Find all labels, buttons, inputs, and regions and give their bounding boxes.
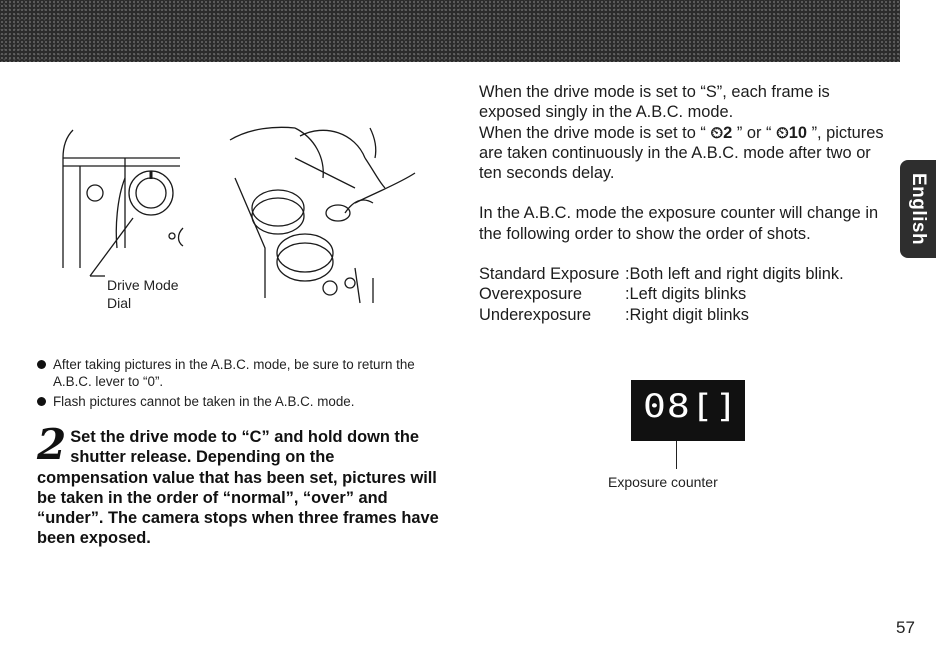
order-row bbox=[479, 264, 889, 284]
note-item bbox=[37, 356, 442, 390]
language-tab bbox=[900, 160, 936, 258]
note-text: Flash pictures cannot be taken in the A.B.C. mode. bbox=[53, 394, 355, 409]
dial-label-line1: Drive Mode bbox=[107, 277, 179, 293]
exposure-counter-display bbox=[631, 380, 745, 441]
notes-list bbox=[37, 356, 442, 413]
order-label: Overexposure bbox=[479, 285, 582, 304]
bullet-icon bbox=[37, 360, 46, 369]
explanation-column bbox=[479, 82, 889, 325]
para-counter: In the A.B.C. mode the exposure counter will change in the following order to show the order of shots. bbox=[479, 204, 879, 243]
note-text: After taking pictures in the A.B.C. mode, be sure to return the A.B.C. lever to “0”. bbox=[53, 357, 415, 389]
page-number: 57 bbox=[896, 618, 915, 637]
order-value: :Both left and right digits blink. bbox=[625, 265, 844, 284]
self-timer-10-icon: ⏲10 bbox=[776, 123, 808, 142]
order-value: :Right digit blinks bbox=[625, 305, 749, 324]
order-label: Standard Exposure bbox=[479, 265, 620, 284]
order-label: Underexposure bbox=[479, 305, 592, 324]
callout-line bbox=[676, 441, 677, 469]
note-item bbox=[37, 393, 442, 410]
para-self-timer: When the drive mode is set to “ ⏲2 ” or “ ⏲10 ”, pictures are taken continuously in the A.B.C. mode after two or ten seconds delay. bbox=[479, 123, 884, 183]
step-text: Set the drive mode to “C” and hold down the shutter release. Depending on the compensation value that has been set, pictures will be taken in the order of “normal”, “over” and “under”. The camera stops when three frames have been exposed. bbox=[37, 428, 439, 548]
step-instruction bbox=[37, 420, 442, 549]
order-row bbox=[479, 305, 889, 325]
dial-label-line2: Dial bbox=[107, 295, 132, 311]
step-number: 2 bbox=[37, 420, 67, 469]
dial-label bbox=[107, 276, 179, 312]
order-value: :Left digits blinks bbox=[625, 285, 747, 304]
self-timer-2-icon: ⏲2 bbox=[710, 123, 733, 142]
lcd-digits: 08[] bbox=[643, 387, 739, 425]
header-band bbox=[0, 0, 900, 62]
para-single-frame: When the drive mode is set to “S”, each frame is exposed singly in the A.B.C. mode. bbox=[479, 83, 830, 122]
bullet-icon bbox=[37, 397, 46, 406]
language-tab-label: English bbox=[908, 172, 929, 246]
lcd-caption: Exposure counter bbox=[608, 474, 718, 490]
order-row bbox=[479, 284, 889, 304]
